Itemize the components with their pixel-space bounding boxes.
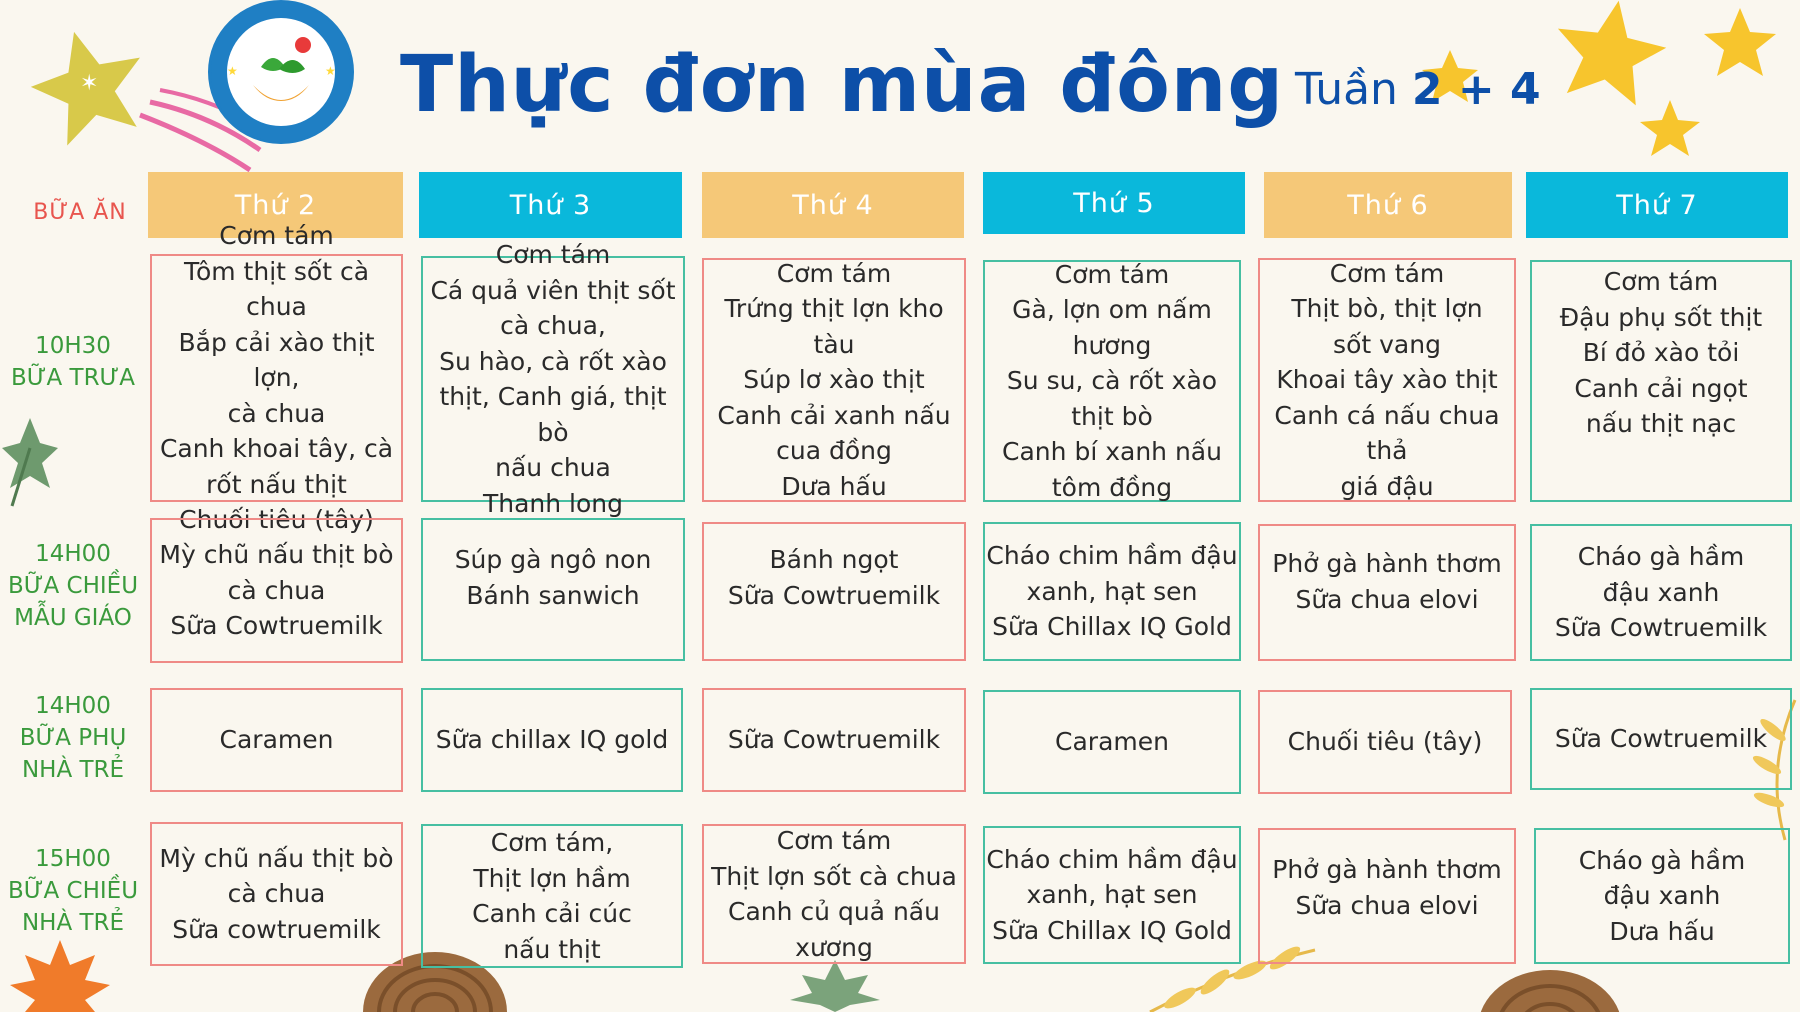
row-label-lunch: 10H30 BỮA TRƯA bbox=[10, 333, 136, 391]
svg-text:✶: ✶ bbox=[80, 71, 99, 96]
menu-cell-text: Cơm tám Tôm thịt sốt cà chua Bắp cải xào thịt lợn, cà chua Canh khoai tây, cà rốt nấu thịt Chuối tiêu (tây) bbox=[159, 221, 394, 535]
menu-cell-nursery-afternoon-mon bbox=[150, 822, 403, 966]
page-title: Thực đơn mùa đông bbox=[400, 40, 1285, 130]
menu-cell-kg-afternoon-wed bbox=[702, 522, 966, 661]
menu-cell-lunch-thu bbox=[983, 260, 1241, 502]
menu-cell-text: Cơm tám Cá quả viên thịt sốt cà chua, Su hào, cà rốt xào thịt, Canh giá, thịt bò nấu chua Thanh long bbox=[430, 240, 676, 518]
week-number: 2 + 4 bbox=[1411, 64, 1541, 115]
menu-cell-text: Mỳ chũ nấu thịt bò cà chua Sữa Cowtruemilk bbox=[159, 540, 394, 641]
svg-text:★: ★ bbox=[227, 64, 238, 78]
menu-cell-text: Bánh ngọt Sữa Cowtruemilk bbox=[727, 545, 941, 610]
menu-cell-text: Sữa Cowtruemilk bbox=[1554, 724, 1768, 754]
menu-cell-nursery-afternoon-thu bbox=[983, 826, 1241, 964]
svg-text:★: ★ bbox=[325, 64, 336, 78]
menu-cell-nursery-snack-mon bbox=[150, 688, 403, 792]
menu-cell-text: Cơm tám Thịt bò, thịt lợn sốt vang Khoai tây xào thịt Canh cá nấu chua thả giá đậu bbox=[1274, 258, 1500, 501]
day-header-tue: Thứ 3 bbox=[419, 172, 682, 238]
menu-cell-text: Cơm tám Gà, lợn om nấm hương Su su, cà rốt xào thịt bò Canh bí xanh nấu tôm đồng bbox=[1002, 259, 1222, 502]
school-logo bbox=[208, 0, 354, 144]
menu-cell-kg-afternoon-sat bbox=[1530, 524, 1792, 661]
menu-cell-text: Phở gà hành thơm Sữa chua elovi bbox=[1272, 549, 1502, 614]
row-label-kindergarten-afternoon: 14H00 BỮA CHIỀU MẪU GIÁO bbox=[7, 541, 139, 631]
maple-leaf-icon bbox=[0, 940, 120, 1012]
menu-cell-text: Mỳ chũ nấu thịt bò cà chua Sữa cowtruemilk bbox=[159, 843, 394, 944]
menu-cell-text: Caramen bbox=[219, 725, 334, 755]
menu-cell-text: Cơm tám, Thịt lợn hầm Canh cải cúc nấu thịt bbox=[472, 828, 632, 964]
menu-cell-nursery-afternoon-sat bbox=[1534, 828, 1790, 964]
row-label-nursery-snack: 14H00 BỮA PHỤ NHÀ TRẺ bbox=[19, 693, 127, 783]
menu-cell-nursery-snack-fri bbox=[1258, 690, 1512, 794]
menu-cell-text: Cơm tám Đậu phụ sốt thịt Bí đỏ xào tỏi Canh cải ngọt nấu thịt nạc bbox=[1559, 267, 1763, 438]
menu-cell-nursery-afternoon-wed bbox=[702, 824, 966, 964]
menu-cell-text: Cháo chim hầm đậu xanh, hạt sen Sữa Chillax IQ Gold bbox=[986, 541, 1238, 642]
menu-cell-text: Cháo chim hầm đậu xanh, hạt sen Sữa Chillax IQ Gold bbox=[986, 844, 1238, 945]
day-header-mon: Thứ 2 bbox=[148, 172, 403, 238]
menu-cell-text: Cháo gà hầm đậu xanh Dưa hấu bbox=[1578, 845, 1746, 946]
menu-cell-lunch-tue bbox=[421, 240, 685, 518]
day-header-wed: Thứ 4 bbox=[702, 172, 964, 238]
menu-cell-lunch-mon bbox=[150, 221, 403, 535]
menu-cell-kg-afternoon-tue bbox=[421, 518, 685, 661]
menu-cell-kg-afternoon-fri bbox=[1258, 524, 1516, 661]
week-prefix: Tuần bbox=[1295, 64, 1412, 115]
menu-cell-lunch-sat bbox=[1530, 260, 1792, 502]
day-header-fri: Thứ 6 bbox=[1264, 172, 1512, 238]
menu-cell-nursery-afternoon-fri bbox=[1258, 828, 1516, 964]
leaf-icon bbox=[0, 418, 60, 508]
menu-cell-kg-afternoon-mon bbox=[150, 518, 403, 663]
menu-cell-nursery-snack-sat bbox=[1530, 688, 1792, 790]
menu-cell-nursery-snack-wed bbox=[702, 688, 966, 792]
menu-cell-text: Cháo gà hầm đậu xanh Sữa Cowtruemilk bbox=[1554, 542, 1768, 643]
menu-cell-kg-afternoon-thu bbox=[983, 522, 1241, 661]
logo-emblem-icon bbox=[213, 5, 349, 139]
menu-cell-nursery-snack-tue bbox=[421, 688, 683, 792]
day-header-thu: Thứ 5 bbox=[983, 172, 1245, 234]
menu-cell-text: Caramen bbox=[1055, 727, 1169, 757]
menu-cell-lunch-wed bbox=[702, 258, 966, 502]
day-header-sat: Thứ 7 bbox=[1526, 172, 1788, 238]
menu-cell-text: Chuối tiêu (tây) bbox=[1287, 727, 1483, 757]
menu-cell-text: Sữa Cowtruemilk bbox=[727, 725, 941, 755]
menu-cell-text: Cơm tám Trứng thịt lợn kho tàu Súp lơ xào thịt Canh cải xanh nấu cua đồng Dưa hấu bbox=[717, 258, 951, 501]
menu-cell-text: Cơm tám Thịt lợn sốt cà chua Canh củ quả nấu xương bbox=[711, 826, 957, 962]
menu-cell-lunch-fri bbox=[1258, 258, 1516, 502]
menu-cell-text: Phở gà hành thơm Sữa chua elovi bbox=[1272, 855, 1502, 920]
week-label bbox=[1295, 64, 1541, 115]
wood-slice-icon bbox=[1475, 968, 1625, 1012]
menu-cell-nursery-afternoon-tue bbox=[421, 824, 683, 968]
meal-column-header: BỮA ĂN bbox=[33, 200, 127, 225]
menu-cell-text: Sữa chillax IQ gold bbox=[435, 725, 669, 755]
menu-cell-text: Súp gà ngô non Bánh sanwich bbox=[454, 545, 652, 610]
row-label-nursery-afternoon: 15H00 BỮA CHIỀU NHÀ TRẺ bbox=[7, 846, 139, 936]
menu-cell-nursery-snack-thu bbox=[983, 690, 1241, 794]
